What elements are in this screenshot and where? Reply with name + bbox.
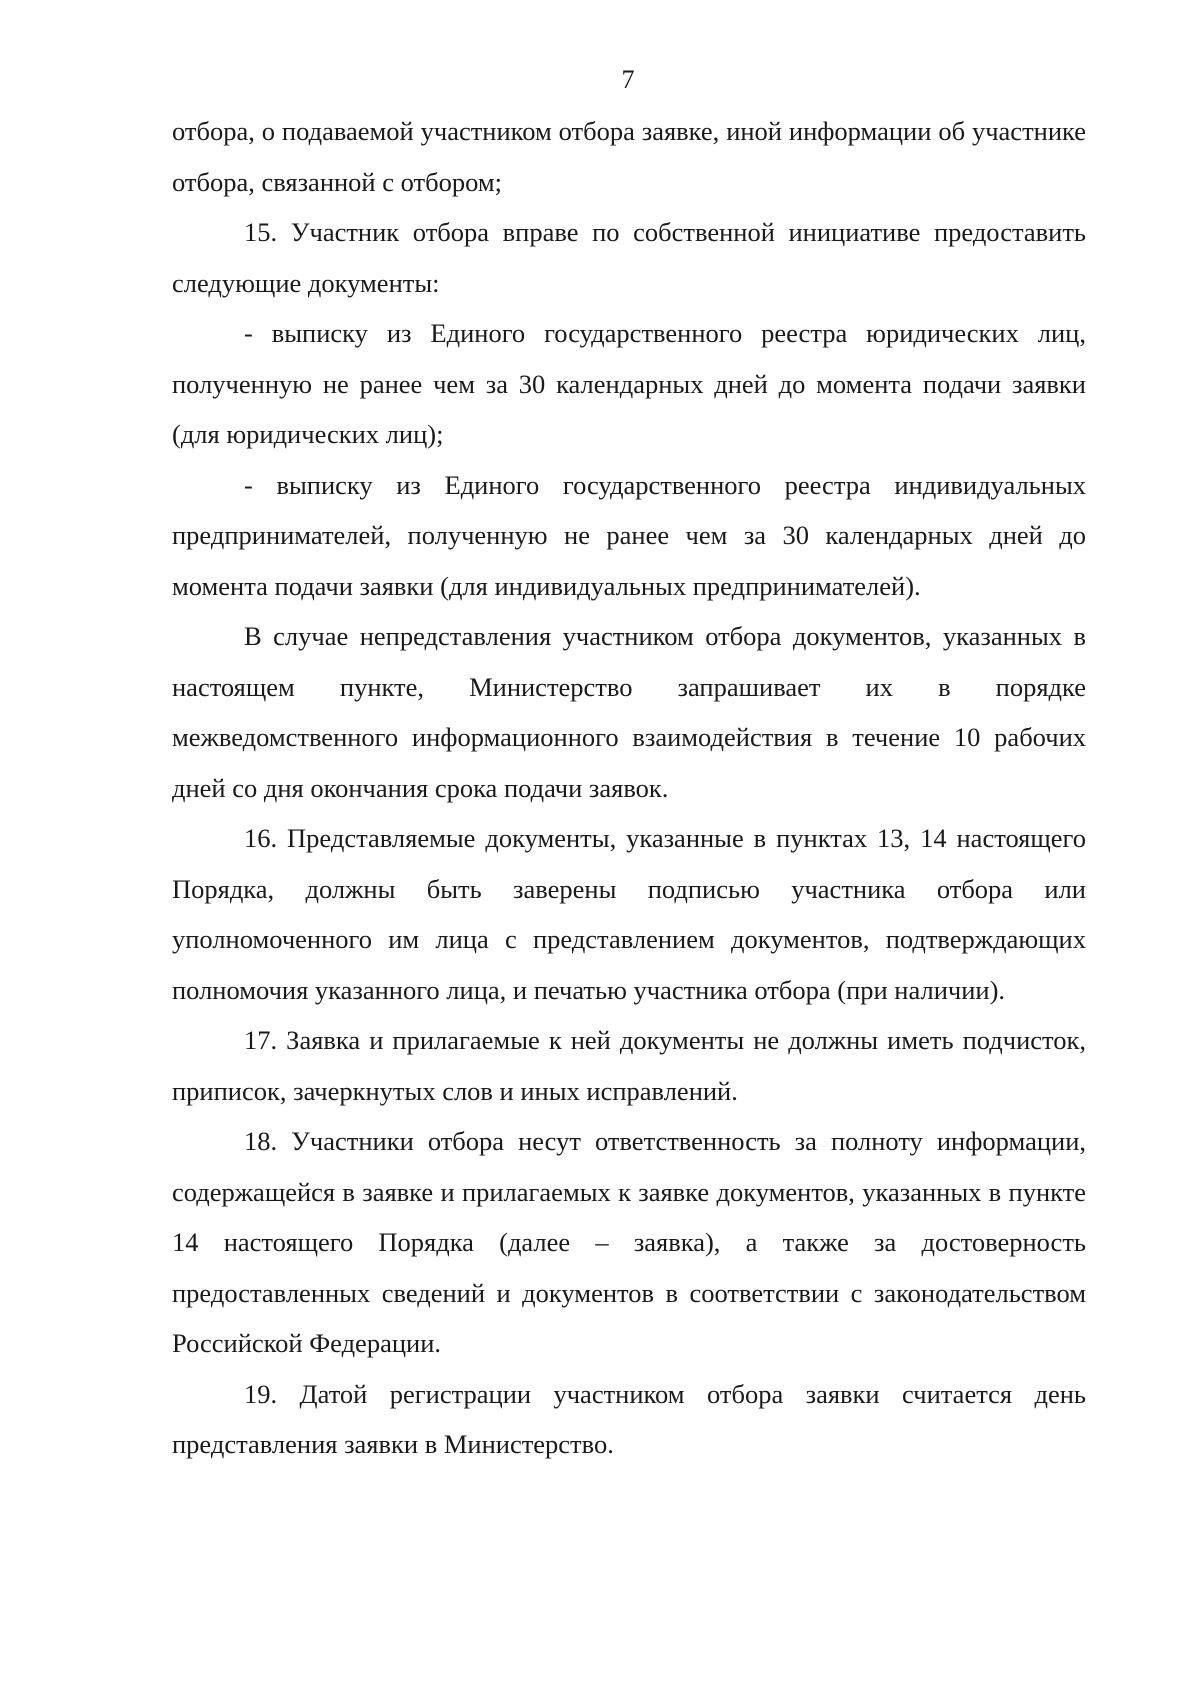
paragraph-continuation: отбора, о подаваемой участником отбора заявке, иной информации об участнике отбора, связанной с отбором; xyxy=(172,116,1086,197)
paragraph-list-item-legal-entities: - выписку из Единого государственного реестра юридических лиц, полученную не ранее чем за 30 календарных дней до момента подачи заявки (для юридических лиц); xyxy=(172,318,1086,449)
paragraph-item-15: 15. Участник отбора вправе по собственной инициативе предоставить следующие документы: xyxy=(172,217,1086,298)
paragraph-list-item-individual-entrepreneurs: - выписку из Единого государственного реестра индивидуальных предпринимателей, полученную не ранее чем за 30 календарных дней до момента подачи заявки (для индивидуальных предпринимателей). xyxy=(172,469,1086,601)
paragraph-nonsubmission-case: В случае непредставления участником отбора документов, указанных в настоящем пункте, Министерство запрашивает их в порядке межведомственного информационного взаимодействия в течение 10 рабочих дней со дня окончания срока подачи заявок. xyxy=(172,621,1086,803)
document-body xyxy=(172,106,1086,1470)
paragraph-item-16: 16. Представляемые документы, указанные в пунктах 13, 14 настоящего Порядка, должны быть заверены подписью участника отбора или уполномоченного им лица с представлением документов, подтверждающих полномочия указанного лица, и печатью участника отбора (при наличии). xyxy=(172,823,1086,1005)
paragraph-item-18: 18. Участники отбора несут ответственность за полноту информации, содержащейся в заявке и прилагаемых к заявке документов, указанных в пункте 14 настоящего Порядка (далее – заявка), а также за достоверность предоставленных сведений и документов в соответствии с законодательством Российской Федерации. xyxy=(172,1126,1086,1358)
paragraph-item-19: 19. Датой регистрации участником отбора заявки считается день представления заявки в Министерство. xyxy=(172,1378,1086,1459)
page-number: 7 xyxy=(621,65,635,94)
paragraph-item-17: 17. Заявка и прилагаемые к ней документы не должны иметь подчисток, приписок, зачеркнутых слов и иных исправлений. xyxy=(172,1025,1086,1106)
